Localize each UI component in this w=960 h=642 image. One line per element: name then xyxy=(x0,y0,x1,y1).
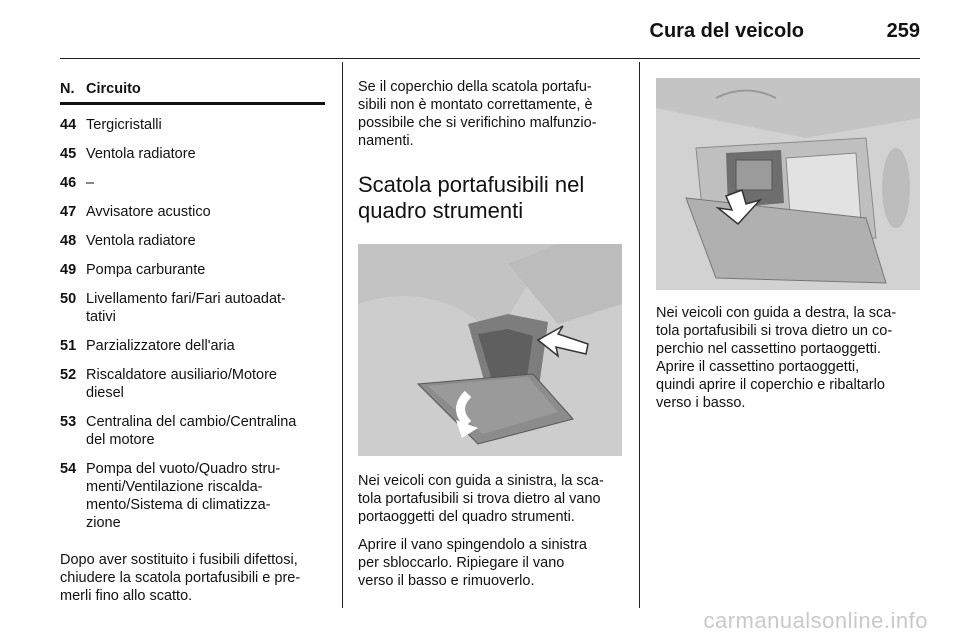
circuit-name: Tergicristalli xyxy=(86,117,162,133)
fuse-number: 54 xyxy=(60,461,77,477)
section-title: Cura del veicolo xyxy=(649,20,804,42)
table-row xyxy=(60,232,325,250)
column-divider-right xyxy=(639,62,640,608)
table-row xyxy=(60,261,325,279)
circuit-name: Avvisatore acustico xyxy=(86,204,211,220)
circuit-name: Pompa del vuoto/Quadro stru- menti/Ventilazione riscalda- mento/Sistema di climatizza- zione xyxy=(86,461,281,531)
column-divider-left xyxy=(342,62,343,608)
section-heading: Scatola portafusibili nel quadro strumenti xyxy=(358,172,585,223)
fuse-number: 47 xyxy=(60,204,77,220)
page-header xyxy=(60,0,920,59)
table-row xyxy=(60,366,325,402)
fuse-number: 50 xyxy=(60,291,77,307)
circuit-name: Pompa carburante xyxy=(86,262,206,278)
fuse-number: 53 xyxy=(60,414,77,430)
table-header xyxy=(60,80,325,105)
circuit-name: Riscaldatore ausiliario/Motore diesel xyxy=(86,367,277,401)
lhd-caption: Nei veicoli con guida a sinistra, la sca- tola portafusibili si trova dietro al vano portaoggetti del quadro strumenti. xyxy=(358,473,604,525)
fuse-number: 49 xyxy=(60,262,77,278)
header-n: N. xyxy=(60,81,75,97)
circuit-name: Centralina del cambio/Centralina del motore xyxy=(86,414,297,448)
circuit-name: – xyxy=(86,175,95,191)
watermark: carmanualsonline.info xyxy=(703,608,928,633)
table-row xyxy=(60,116,325,134)
fuse-number: 51 xyxy=(60,338,77,354)
closing-paragraph: Dopo aver sostituito i fusibili difettosi, chiudere la scatola portafusibili e pre- merli fino allo scatto. xyxy=(60,552,301,604)
fuse-number: 44 xyxy=(60,117,77,133)
fuse-number: 46 xyxy=(60,175,77,191)
circuit-name: Ventola radiatore xyxy=(86,146,196,162)
table-row xyxy=(60,145,325,163)
fuse-table-column xyxy=(60,80,325,605)
lhd-fusebox-illustration xyxy=(358,244,622,456)
table-row xyxy=(60,337,325,355)
header-circuit: Circuito xyxy=(86,81,141,97)
fuse-number: 48 xyxy=(60,233,77,249)
right-column xyxy=(656,78,920,412)
table-row xyxy=(60,290,325,326)
table-row xyxy=(60,203,325,221)
circuit-name: Livellamento fari/Fari autoadat- tativi xyxy=(86,291,286,325)
page-number: 259 xyxy=(886,20,920,42)
table-row xyxy=(60,460,325,532)
table-row xyxy=(60,413,325,449)
intro-paragraph: Se il coperchio della scatola portafu- sibili non è montato correttamente, è possibile che si verifichino malfunzio- namenti. xyxy=(358,79,597,149)
table-body xyxy=(60,116,325,532)
table-row xyxy=(60,174,325,192)
rhd-fusebox-illustration xyxy=(656,78,920,290)
fuse-number: 45 xyxy=(60,146,77,162)
circuit-name: Parzializzatore dell'aria xyxy=(86,338,235,354)
lhd-instruction: Aprire il vano spingendolo a sinistra per sbloccarlo. Ripiegare il vano verso il basso e rimuoverlo. xyxy=(358,537,587,589)
middle-column xyxy=(358,78,624,590)
circuit-name: Ventola radiatore xyxy=(86,233,196,249)
fuse-number: 52 xyxy=(60,367,77,383)
rhd-caption: Nei veicoli con guida a destra, la sca- tola portafusibili si trova dietro un co- perchio nel cassettino portaoggetti. Aprire il cassettino portaoggetti, quindi aprire il coperchio e ribaltarlo verso i basso. xyxy=(656,305,897,411)
